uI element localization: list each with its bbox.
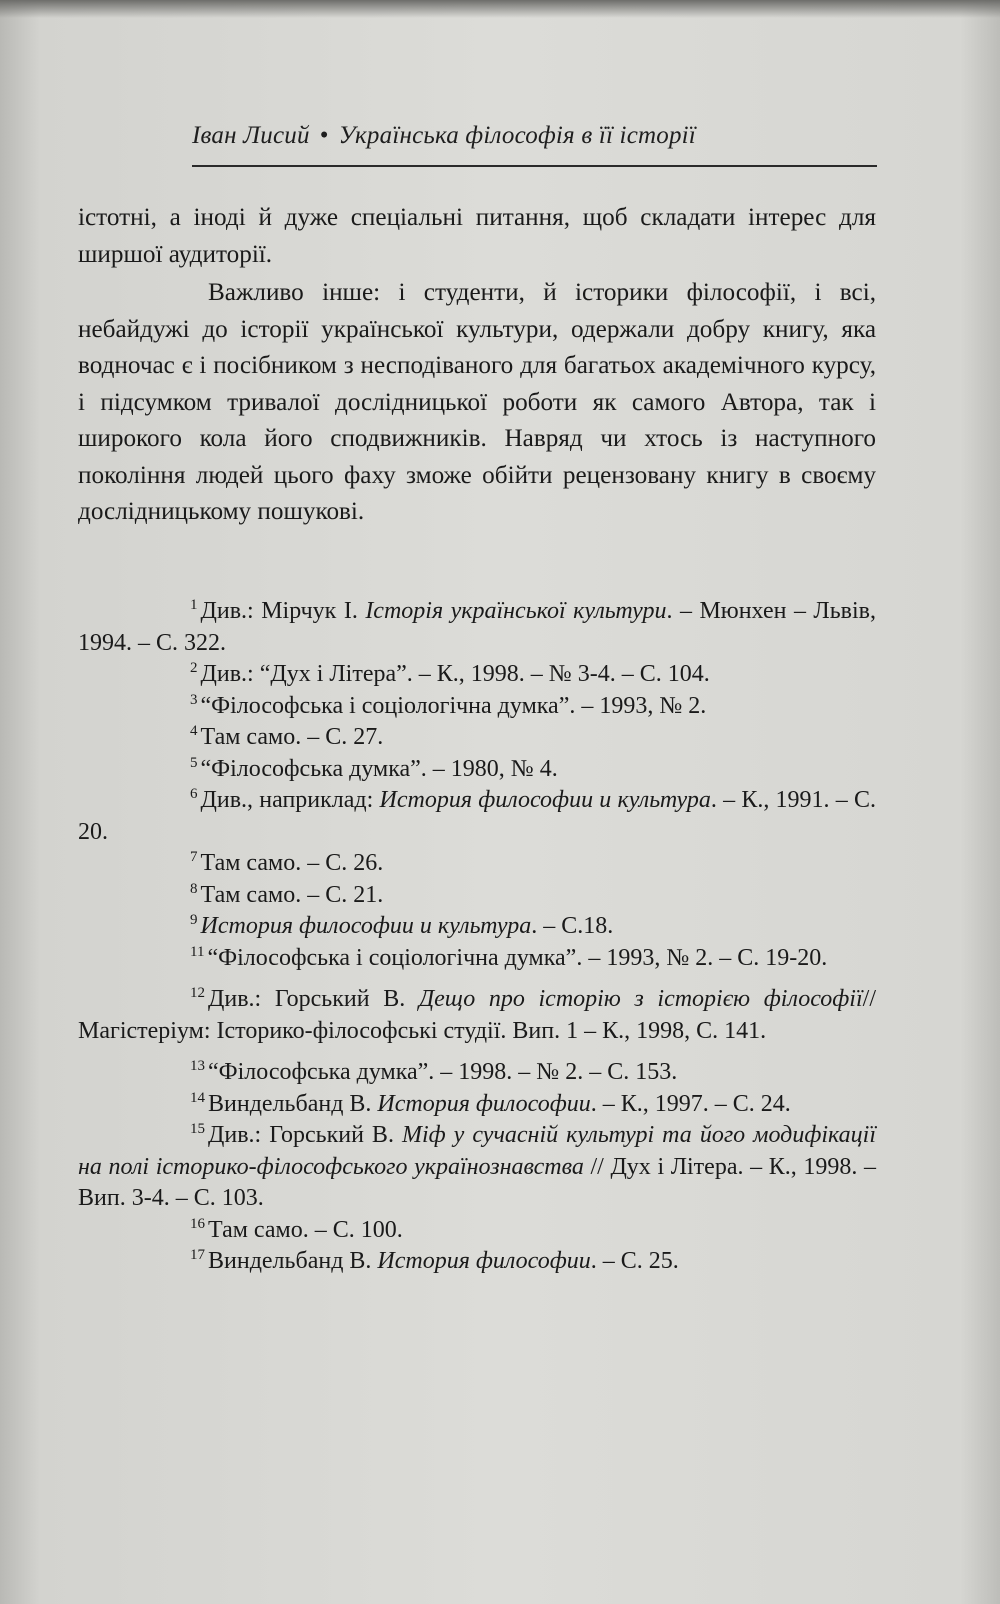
footnote: $^{17}$ Виндельбанд В. История философии. – С. 25. bbox=[190, 1247, 679, 1274]
footnote: $^3$ “Філософська і соціологічна думка”. – 1993, № 2. bbox=[190, 691, 707, 719]
header-separator: • bbox=[319, 122, 329, 149]
header-title: Українська філософія в її історії bbox=[338, 122, 696, 149]
footnote-number: 13 bbox=[190, 1058, 205, 1074]
footnote: $^{11}$ “Філософська і соціологічна думка”. – 1993, № 2. – С. 19-20. bbox=[190, 943, 828, 971]
footnote: $^5$ “Філософська думка”. – 1980, № 4. bbox=[190, 754, 558, 782]
header-author: Іван Лисий bbox=[192, 122, 310, 149]
footnote: $^2$ Див.: “Дух і Літера”. – К., 1998. – № 3-4. – С. 104. bbox=[190, 660, 710, 687]
footnote-number: 2 bbox=[190, 660, 198, 676]
footnote: $^{13}$ “Філософська думка”. – 1998. – № 2. – С. 153. bbox=[190, 1058, 678, 1085]
footnotes bbox=[78, 596, 876, 1278]
footnote-number: 9 bbox=[190, 912, 198, 928]
footnote-number: 14 bbox=[190, 1089, 205, 1106]
paragraph-1: істотні, а іноді й дуже спеціальні питання, щоб складати інтерес для ширшої аудиторії. bbox=[78, 204, 876, 268]
footnote-number: 8 bbox=[190, 880, 198, 897]
footnote-number: 5 bbox=[190, 754, 198, 771]
page-edge-shadow bbox=[0, 0, 1000, 18]
footnote-number: 17 bbox=[190, 1247, 205, 1263]
footnote-number: 12 bbox=[190, 985, 205, 1001]
footnote: $^{15}$ Див.: Горський В. Міф у сучасній культурі та його модифікації на полі історико-філософського українознавства // Дух і Літера. – К., 1998. – Вип. 3-4. – С. 103. bbox=[78, 1121, 876, 1211]
footnote: $^4$ Там само. – С. 27. bbox=[190, 723, 384, 750]
footnote: $^8$ Там само. – С. 21. bbox=[190, 880, 384, 908]
footnote: $^1$ Див.: Мірчук І. Історія української культури. – Мюнхен – Львів, 1994. – С. 322. bbox=[78, 597, 876, 656]
paragraph-2: Важливо інше: і студенти, й історики філософії, і всі, небайдужі до історії української культури, одержали добру книгу, яка водночас є і посібником з несподіваного для багатьох академічного курсу, і підсумком тривалої дослідницької роботи як самого Автора, так і широкого кола його сподвижників. Навряд чи хтось із наступного покоління людей цього фаху зможе обійти рецензовану книгу в своєму дослідницькому пошукові. bbox=[78, 279, 876, 525]
footnote: $^{14}$ Виндельбанд В. История философии. – К., 1997. – С. 24. bbox=[190, 1089, 791, 1117]
footnote: $^{12}$ Див.: Горський В. Дещо про історію з історією філософії// Магістеріум: Історико-філософські студії. Вип. 1 – К., 1998, С. 141. bbox=[78, 985, 876, 1044]
footnote-number: 7 bbox=[190, 849, 198, 865]
footnote-number: 16 bbox=[190, 1215, 205, 1232]
footnote-number: 1 bbox=[190, 597, 198, 613]
footnote: $^9$ История философии и культура. – С.18. bbox=[190, 912, 614, 939]
footnote-number: 3 bbox=[190, 691, 198, 708]
footnote-number: 15 bbox=[190, 1121, 205, 1137]
header-rule bbox=[192, 165, 877, 167]
footnote-number: 6 bbox=[190, 786, 198, 802]
footnote: $^{16}$ Там само. – С. 100. bbox=[190, 1215, 403, 1243]
footnote: $^7$ Там само. – С. 26. bbox=[190, 849, 384, 876]
running-header bbox=[192, 122, 882, 150]
footnote-number: 4 bbox=[190, 723, 198, 739]
main-text bbox=[78, 200, 876, 531]
footnote: $^6$ Див., наприклад: История философии и культура. – К., 1991. – С. 20. bbox=[78, 786, 876, 845]
footnote-number: 11 bbox=[190, 943, 205, 960]
